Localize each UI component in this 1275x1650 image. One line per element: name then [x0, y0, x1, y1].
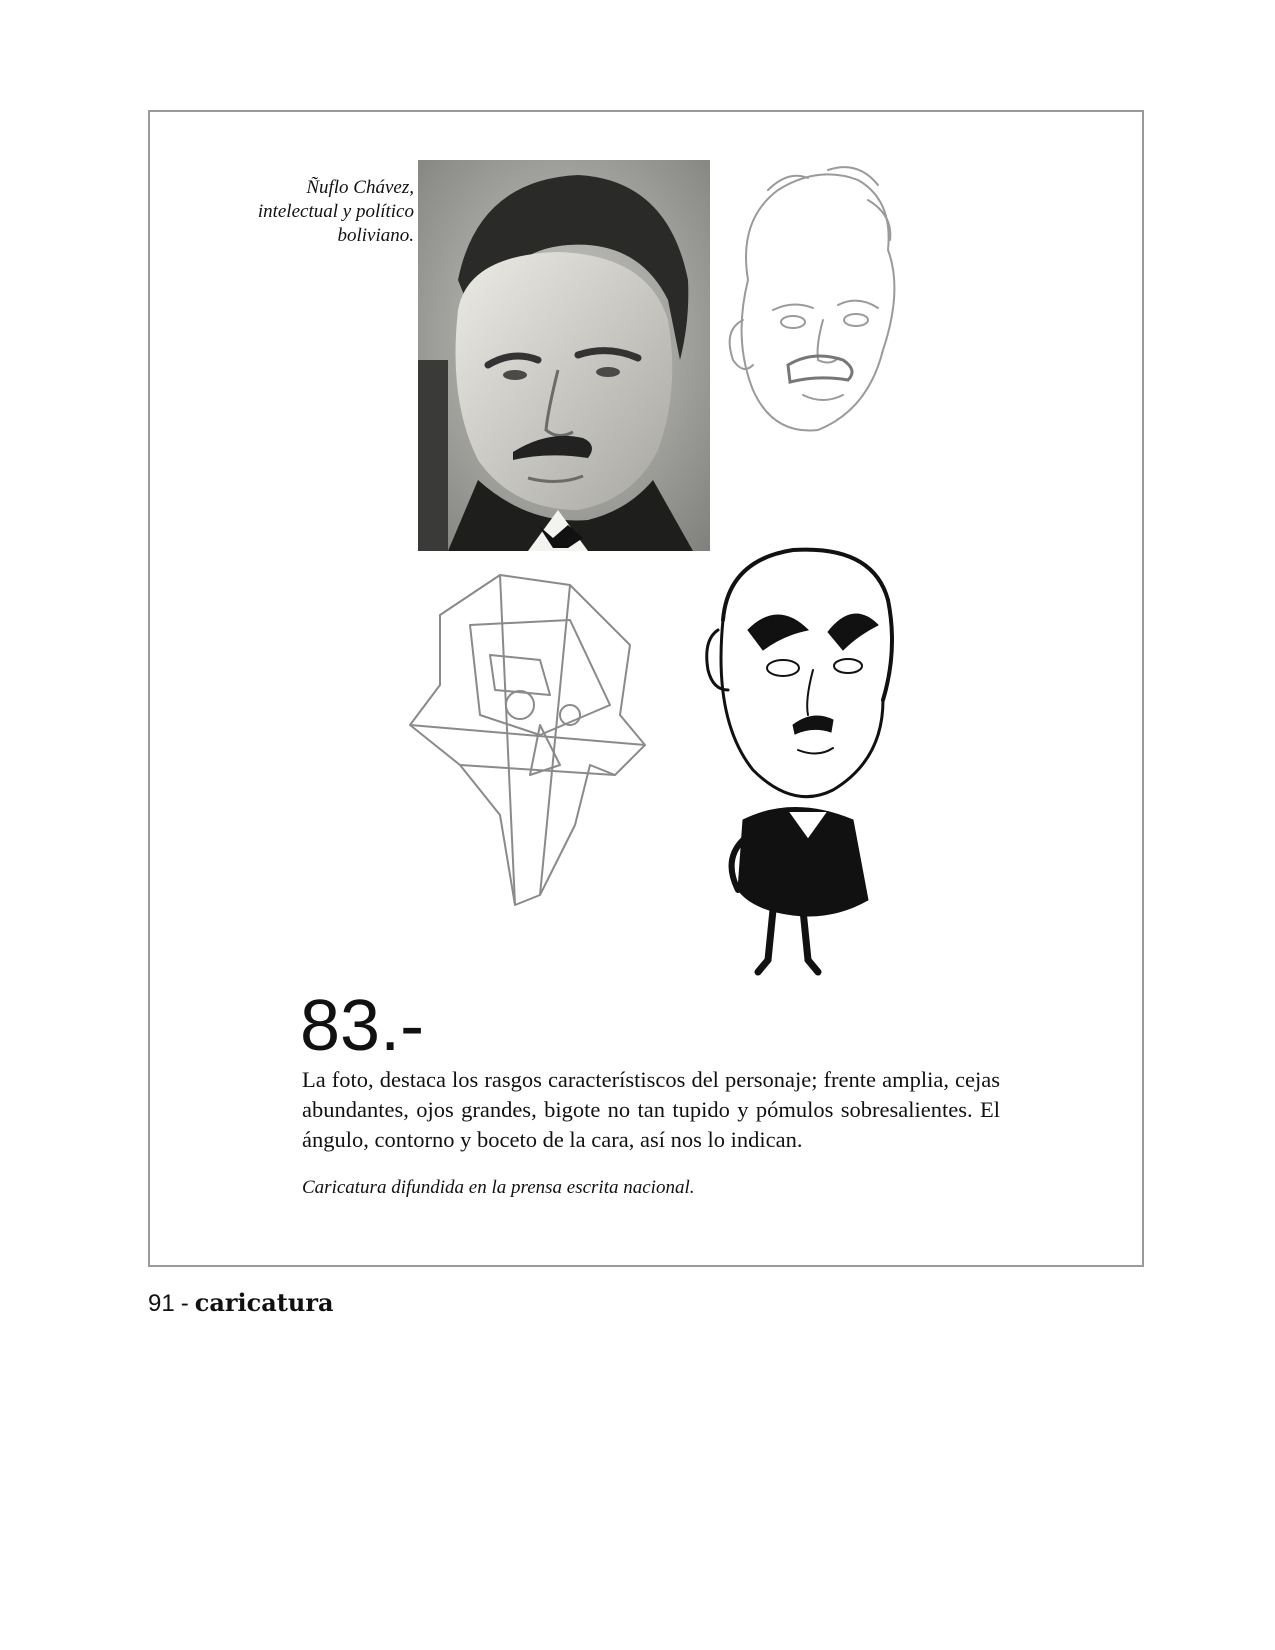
- photo-caption: [218, 176, 414, 248]
- ink-caricature: [683, 540, 915, 980]
- section-title: caricatura: [194, 1288, 334, 1317]
- pencil-sketch-1: [718, 160, 918, 455]
- footer-separator: -: [180, 1290, 189, 1317]
- page-number: 91: [148, 1290, 175, 1317]
- portrait-photo: [418, 160, 710, 551]
- photo-caption-line-3: boliviano.: [337, 225, 414, 246]
- page-footer: [148, 1288, 334, 1319]
- figure-caption: Caricatura difundida en la prensa escrita nacional.: [302, 1177, 695, 1198]
- figure-description: La foto, destaca los rasgos característiscos del personaje; frente amplia, cejas abundantes, ojos grandes, bigote no tan tupido y pómulos sobresalientes. El ángulo, contorno y boceto de la cara, así nos lo indican.: [302, 1067, 1000, 1152]
- figure-number: 83.-: [300, 986, 425, 1066]
- construction-sketch: [400, 565, 662, 930]
- photo-caption-line-1: Ñuflo Chávez,: [306, 177, 414, 198]
- photo-caption-line-2: intelectual y político: [257, 201, 414, 222]
